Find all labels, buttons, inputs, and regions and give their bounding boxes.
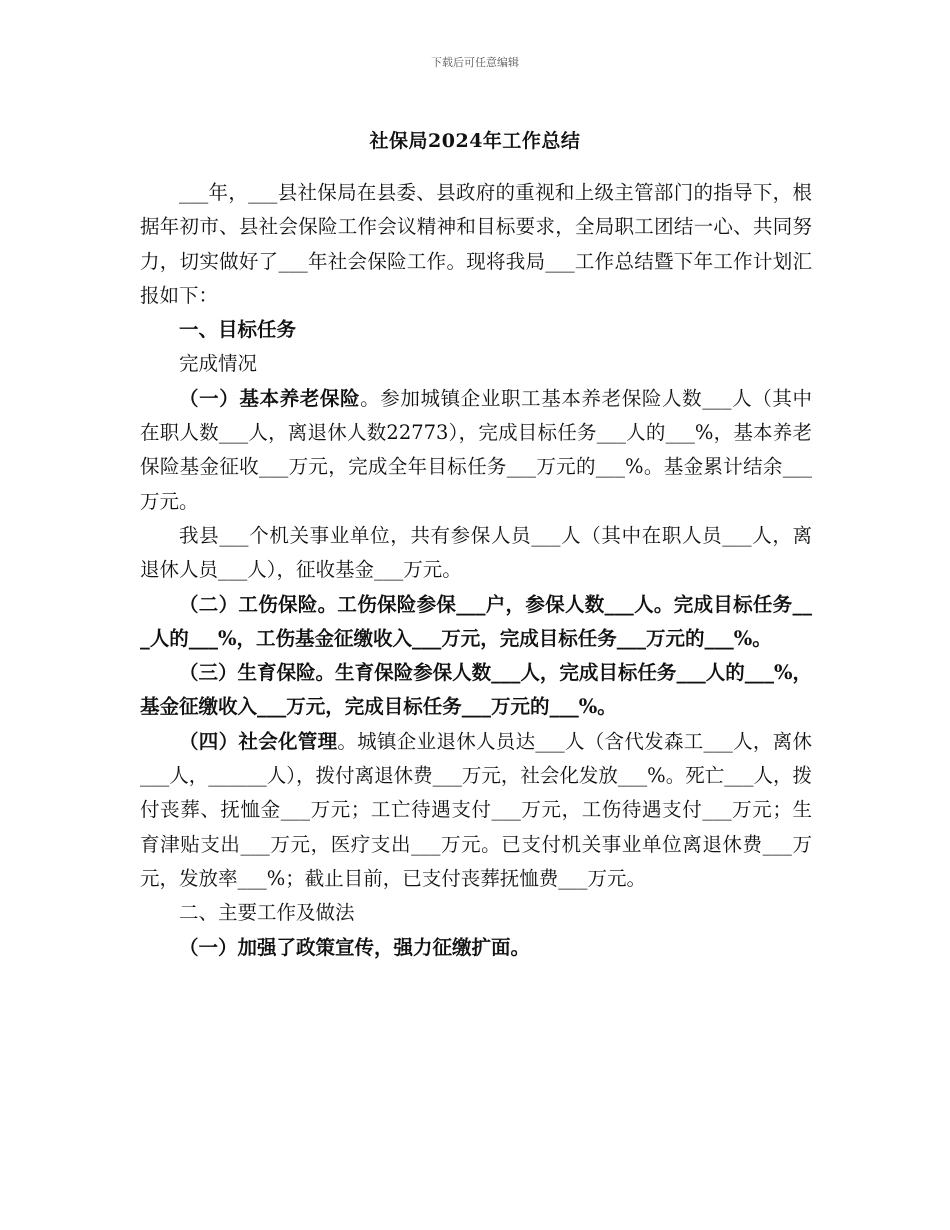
section1-subheading: 完成情况 xyxy=(179,352,258,376)
document-body xyxy=(140,176,812,965)
section1-heading: 一、目标任务 xyxy=(179,318,297,342)
item4-text: 。城镇企业退休人员达___人（含代发森工___人，离休___人，______人），拨付离退休费___万元，社会化发放___%。死亡___人，拨付丧葬、抚恤金___万元；工亡待遇支付___万元，工伤待遇支付___万元；生育津贴支出___万元，医疗支出___万元。已支付机关事业单位离退休费___万元，发放率___%；截止目前，已支付丧葬抚恤费___万元。 xyxy=(140,729,812,890)
item1-paragraph-2: 我县___个机关事业单位，共有参保人员___人（其中在职人员___人，离退休人员___人），征收基金___万元。 xyxy=(140,523,812,582)
item1-text: 。参加城镇企业职工基本养老保险人数___人（其中在职人数___人，离退休人数22773），完成目标任务___人的___%，基本养老保险基金征收___万元，完成全年目标任务___万元的___%。基金累计结余___万元。 xyxy=(140,386,812,513)
item4-lead: （四）社会化管理 xyxy=(179,729,338,753)
document-title: 社保局2024年工作总结 xyxy=(369,130,581,152)
item2-paragraph: （二）工伤保险。工伤保险参保___户，参保人数___人。完成目标任务___人的___%，工伤基金征缴收入___万元，完成目标任务___万元的___%。 xyxy=(140,592,812,650)
section2-heading: 二、主要工作及做法 xyxy=(179,901,355,925)
item1-lead: （一）基本养老保险 xyxy=(179,386,361,410)
item3-paragraph: （三）生育保险。生育保险参保人数___人，完成目标任务___人的___%，基金征缴收入___万元，完成目标任务___万元的___%。 xyxy=(140,661,812,719)
section2-item1: （一）加强了政策宣传，强力征缴扩面。 xyxy=(179,935,531,959)
intro-paragraph: ___年，___县社保局在县委、县政府的重视和上级主管部门的指导下，根据年初市、县社会保险工作会议精神和目标要求，全局职工团结一心、共同努力，切实做好了___年社会保险工作。现将我局___工作总结暨下年工作计划汇报如下： xyxy=(140,181,812,307)
item1-paragraph xyxy=(140,382,812,519)
item4-paragraph xyxy=(140,725,812,896)
watermark-text: 下载后可任意编辑 xyxy=(431,56,519,69)
